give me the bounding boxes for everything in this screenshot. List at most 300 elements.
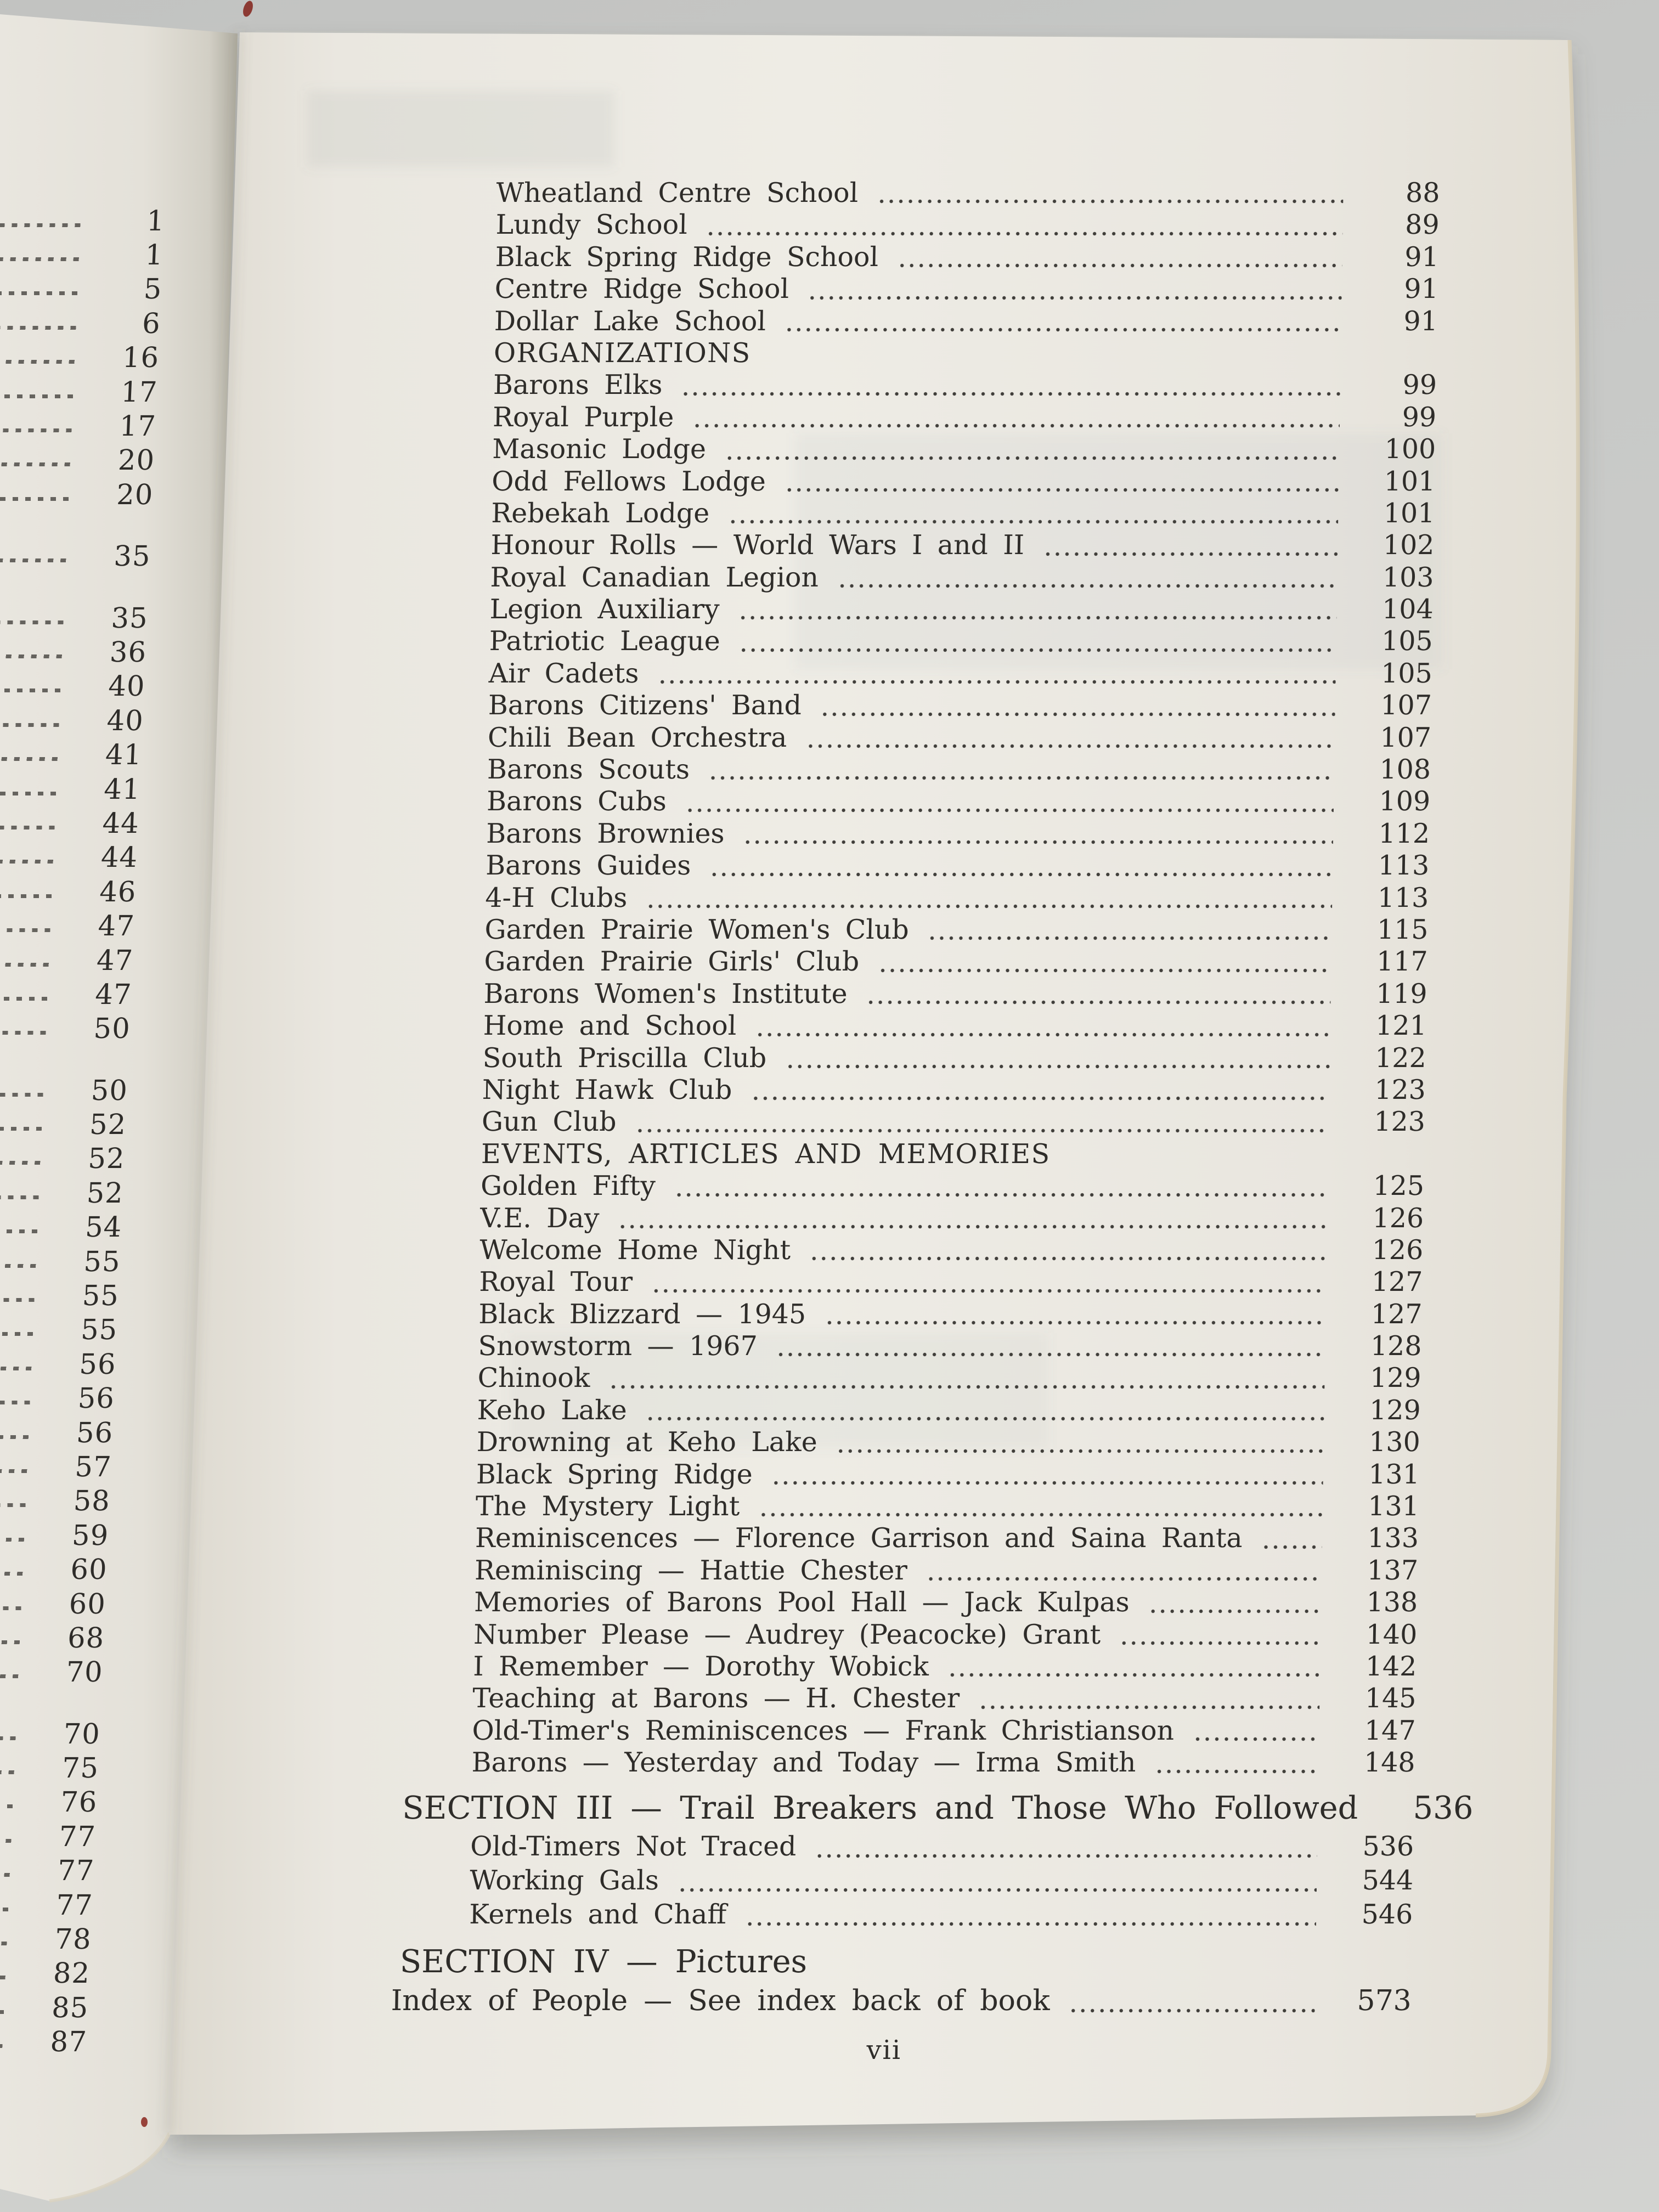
facing-page-number: 55 — [80, 1314, 119, 1347]
dot-leader — [751, 1096, 1329, 1101]
toc-entry-page-number: 103 — [1382, 561, 1434, 593]
toc-entry-page-number: 91 — [1403, 273, 1439, 305]
dot-leader — [657, 679, 1335, 685]
toc-entry-label: Drowning at Keho Lake — [476, 1426, 818, 1458]
toc-entry-label: Legion Auxiliary — [489, 594, 720, 625]
toc-entry — [223, 1106, 1425, 1138]
toc-entry-label: ORGANIZATIONS — [493, 337, 752, 369]
dot-leader-stub — [0, 2010, 5, 2014]
toc-entry-page-number: 91 — [1404, 241, 1440, 273]
dot-leader-stub — [0, 1674, 19, 1678]
toc-entry — [233, 498, 1435, 529]
facing-page-entry-fragment — [0, 1347, 117, 1381]
toc-entry — [216, 1587, 1418, 1618]
facing-page-entry-fragment — [0, 1279, 120, 1313]
toc-entry-page-number: 99 — [1402, 369, 1437, 401]
toc-entry-page-number: 107 — [1380, 690, 1432, 721]
toc-entry-label: Odd Fellows Lodge — [491, 465, 766, 497]
toc-entry-label: Working Gals — [469, 1864, 659, 1896]
facing-page-number: 47 — [97, 910, 136, 943]
facing-page-entry-fragment — [0, 1382, 115, 1416]
dot-leader-stub — [0, 1503, 27, 1507]
facing-page-number: 82 — [52, 1957, 91, 1990]
dot-leader-stub — [0, 558, 67, 562]
dot-leader-stub — [0, 757, 59, 761]
toc-entry — [236, 273, 1438, 305]
dot-leader-stub — [0, 223, 82, 227]
toc-entry-label: Barons Women's Institute — [483, 978, 848, 1009]
facing-page-number: 41 — [104, 739, 143, 772]
dot-leader — [651, 1288, 1326, 1294]
toc-entry — [220, 1330, 1422, 1362]
facing-page-entry-fragment — [0, 704, 144, 738]
toc-entry — [232, 594, 1434, 625]
facing-page-entry-fragment — [0, 2025, 88, 2059]
dot-leader — [805, 743, 1335, 749]
toc-entry-label: Royal Purple — [492, 401, 674, 433]
facing-page-number: 58 — [72, 1485, 111, 1518]
toc-entry — [219, 1362, 1421, 1394]
toc-entry — [217, 1522, 1419, 1554]
toc-entry-label: Barons Cubs — [486, 786, 667, 817]
facing-page-number: 85 — [51, 1991, 89, 2024]
dot-leader — [1043, 551, 1338, 557]
toc-entry-label: Reminiscences — Florence Garrison and Saina Ranta — [475, 1522, 1243, 1554]
toc-entry — [222, 1203, 1424, 1234]
facing-page-entry-fragment — [0, 409, 157, 443]
facing-page-entry-fragment — [0, 238, 164, 272]
toc-entry-label: Barons Elks — [493, 369, 663, 401]
facing-page-number: 36 — [109, 636, 148, 669]
dot-leader-stub — [0, 894, 53, 898]
dot-leader-stub — [0, 1264, 37, 1268]
toc-entry-page-number: 108 — [1379, 754, 1431, 786]
toc-entry — [214, 1715, 1416, 1747]
toc-entry — [216, 1619, 1418, 1651]
toc-entry — [223, 1170, 1425, 1202]
dot-leader-stub — [0, 2044, 3, 2048]
facing-page-entry-fragment — [0, 1485, 111, 1519]
toc-entry-label: Barons Guides — [485, 850, 691, 882]
toc-entry — [230, 658, 1432, 690]
toc-entry-page-number: 112 — [1378, 817, 1430, 849]
toc-entry — [211, 1898, 1413, 1932]
dot-leader — [837, 583, 1338, 589]
dot-leader-stub — [0, 792, 57, 795]
facing-page-entry-fragment — [0, 635, 147, 669]
facing-page-entry-fragment — [0, 273, 163, 307]
toc-entry-page-number: 142 — [1365, 1650, 1417, 1682]
dot-leader — [785, 327, 1341, 332]
dot-leader-stub — [0, 1031, 47, 1035]
dot-leader — [608, 1384, 1324, 1390]
toc-entry — [235, 402, 1437, 433]
toc-group-heading — [235, 337, 1437, 369]
facing-page-entry-fragment — [0, 307, 161, 341]
facing-page-entry-fragment — [0, 1313, 118, 1347]
facing-page-number: 17 — [120, 376, 159, 409]
facing-page-number: 56 — [77, 1383, 116, 1415]
dot-leader — [646, 1416, 1324, 1421]
toc-entry-page-number: 117 — [1376, 946, 1428, 978]
facing-page-entry-fragment — [0, 806, 140, 840]
facing-page-number: 70 — [63, 1718, 101, 1751]
facing-page-entry-fragment — [0, 1854, 95, 1888]
dot-leader — [728, 519, 1338, 524]
toc-entry — [222, 1234, 1424, 1266]
toc-entry-label: Gun Club — [481, 1106, 617, 1138]
toc-entry-page-number: 121 — [1375, 1010, 1427, 1042]
facing-page-number: 20 — [116, 478, 154, 511]
dot-leader-stub — [0, 1976, 7, 1979]
toc-entry-page-number: 123 — [1373, 1106, 1426, 1138]
dot-leader-stub — [0, 1538, 25, 1542]
dot-leader-stub — [0, 620, 65, 624]
toc-entry-page-number: 102 — [1383, 529, 1435, 561]
dot-leader-stub — [0, 1298, 36, 1302]
toc-entry — [215, 1651, 1417, 1683]
toc-entry-label: Reminiscing — Hattie Chester — [474, 1554, 908, 1586]
facing-page-number: 50 — [93, 1013, 131, 1046]
facing-page-number: 35 — [113, 540, 151, 573]
dot-leader — [1148, 1609, 1322, 1614]
toc-entry — [237, 241, 1439, 273]
facing-page-number: 1 — [144, 239, 165, 272]
toc-entry-page-number: 101 — [1383, 497, 1435, 529]
toc-entry — [215, 1683, 1417, 1714]
toc-entry-page-number: 145 — [1364, 1683, 1417, 1714]
toc-entry-page-number: 101 — [1384, 465, 1436, 497]
facing-page-number: 77 — [57, 1855, 95, 1888]
dot-leader — [878, 968, 1331, 973]
dot-leader — [743, 839, 1333, 845]
dot-leader-stub — [0, 1770, 15, 1774]
facing-page-entry-fragment — [0, 1108, 127, 1142]
dot-leader — [709, 872, 1333, 877]
facing-page-number: 5 — [143, 273, 163, 306]
toc-entry — [238, 177, 1440, 209]
toc-entry — [218, 1426, 1420, 1458]
facing-page-entry-fragment — [0, 1587, 106, 1621]
facing-page-entry-fragment — [0, 1142, 126, 1176]
toc-entry-page-number: 148 — [1363, 1747, 1416, 1779]
facing-page-entry-fragment — [0, 875, 137, 909]
facing-page-entry-fragment — [0, 738, 143, 772]
dot-leader-stub — [0, 1873, 11, 1877]
facing-page-number: 46 — [99, 876, 137, 909]
dot-leader — [1119, 1640, 1321, 1646]
toc-entry-page-number: 104 — [1381, 594, 1434, 625]
toc-entry-page-number: 140 — [1365, 1618, 1418, 1650]
toc-entry-page-number: 138 — [1366, 1587, 1418, 1618]
dot-leader-stub — [0, 428, 72, 432]
facing-page-entry-fragment — [0, 375, 159, 409]
dot-leader-stub — [0, 1572, 24, 1576]
toc-entry — [212, 1864, 1414, 1898]
facing-page-number: 60 — [70, 1554, 108, 1587]
toc-entry — [229, 722, 1431, 754]
facing-page-entry-fragment — [0, 540, 151, 574]
toc-entry — [210, 1983, 1412, 2018]
toc-entry — [230, 690, 1432, 721]
toc-entry-page-number: 105 — [1380, 657, 1433, 689]
toc-entry-page-number: 131 — [1367, 1491, 1420, 1522]
facing-page-number: 44 — [101, 807, 140, 840]
dot-leader-stub — [0, 826, 56, 830]
facing-page-entry-fragment — [0, 1553, 108, 1587]
toc-entry — [221, 1299, 1423, 1330]
toc-entry-page-number: 133 — [1367, 1522, 1419, 1554]
toc-entry-page-number: 544 — [1362, 1864, 1414, 1896]
toc-entry-page-number: 129 — [1369, 1394, 1421, 1426]
dot-leader-stub — [0, 1435, 30, 1439]
dot-leader — [738, 647, 1336, 653]
toc-entry-label: Chili Bean Orchestra — [487, 721, 788, 753]
toc-entry-label: SECTION IV — Pictures — [399, 1943, 808, 1980]
dot-leader — [776, 1352, 1325, 1357]
toc-entry — [219, 1395, 1421, 1426]
toc-entry-label: Home and School — [483, 1010, 737, 1042]
facing-page-number: 50 — [90, 1074, 129, 1107]
dot-leader — [978, 1705, 1319, 1710]
facing-page-entry-fragment — [0, 670, 146, 704]
dot-leader-stub — [0, 1161, 41, 1165]
toc-entry-label: 4-H Clubs — [484, 882, 628, 913]
facing-page-entry-fragment — [0, 1957, 91, 1991]
dot-leader-stub — [0, 462, 71, 466]
toc-entry-label: Barons Scouts — [487, 754, 690, 786]
toc-entry — [217, 1491, 1419, 1522]
facing-page-entry-fragment — [0, 1012, 131, 1046]
facing-page-entry-fragment — [0, 1820, 97, 1854]
dot-leader — [866, 1000, 1330, 1005]
dot-leader-stub — [0, 654, 63, 658]
facing-page-number: 77 — [55, 1889, 94, 1922]
facing-page-entry-fragment — [0, 1888, 94, 1922]
toc-entry-page-number: 573 — [1357, 1984, 1412, 2017]
toc-entry-label: Air Cadets — [488, 657, 639, 689]
toc-entry-label: Royal Tour — [478, 1266, 633, 1298]
toc-entry-label: Patriotic League — [489, 625, 721, 657]
facing-page-entry-fragment — [0, 1416, 114, 1450]
facing-page-number: 40 — [108, 670, 146, 703]
toc-entry — [228, 850, 1430, 882]
facing-page-number: 56 — [75, 1417, 114, 1449]
facing-page-entry-fragment — [0, 1245, 121, 1279]
dot-leader-stub — [0, 860, 54, 864]
toc-entry-label: Garden Prairie Girls' Club — [484, 946, 860, 978]
facing-page-number: 55 — [81, 1280, 120, 1313]
dot-leader — [836, 1448, 1323, 1454]
dot-leader-stub — [0, 1736, 17, 1740]
show-through-ghost — [307, 91, 614, 167]
dot-leader-stub — [0, 1942, 8, 1945]
dot-leader-stub — [0, 1839, 13, 1843]
facing-page-entry-fragment — [0, 601, 149, 635]
dot-leader — [708, 775, 1334, 781]
facing-page-entry-fragment — [0, 841, 138, 875]
dot-leader — [685, 808, 1334, 813]
toc-entry-label: Barons Brownies — [486, 817, 725, 849]
facing-page-entry-fragment — [0, 1922, 92, 1956]
facing-page-entry-fragment — [0, 204, 166, 238]
facing-page-number: 59 — [71, 1519, 110, 1552]
facing-page-number: 75 — [61, 1752, 100, 1785]
dot-leader-stub — [0, 394, 74, 398]
page-folio: vii — [866, 2034, 902, 2066]
toc-entry-page-number: 536 — [1413, 1789, 1474, 1826]
dot-leader-stub — [0, 291, 78, 295]
toc-entry-page-number: 89 — [1404, 209, 1440, 241]
facing-page-number: 1 — [145, 205, 166, 238]
dot-leader — [758, 1512, 1323, 1517]
facing-page-number: 70 — [65, 1656, 104, 1689]
toc-entry-label: Black Spring Ridge School — [495, 241, 879, 273]
facing-page-number: 54 — [84, 1211, 123, 1244]
toc-entry-page-number: 122 — [1374, 1042, 1427, 1074]
toc-entry-label: The Mystery Light — [475, 1491, 740, 1522]
dot-leader — [738, 615, 1336, 620]
toc-entry — [217, 1555, 1419, 1587]
facing-page-entry-fragment — [0, 478, 154, 512]
toc-entry — [233, 529, 1435, 561]
dot-leader — [825, 1320, 1325, 1325]
facing-page-entry-fragment — [0, 1519, 109, 1553]
dot-leader-stub — [0, 928, 52, 932]
facing-page-number: 47 — [95, 944, 134, 977]
toc-entry-page-number: 127 — [1371, 1266, 1423, 1298]
dot-leader — [745, 1921, 1316, 1927]
facing-page-entry-fragment — [0, 444, 155, 478]
dot-leader — [692, 423, 1340, 428]
toc-entry-label: South Priscilla Club — [482, 1042, 767, 1074]
toc-entry-page-number: 107 — [1379, 721, 1432, 753]
toc-entry-label: Barons — Yesterday and Today — Irma Smith — [471, 1747, 1137, 1779]
dot-leader — [678, 1887, 1317, 1893]
facing-page-number: 78 — [54, 1923, 92, 1956]
dot-leader — [927, 935, 1331, 941]
toc-entry-label: Dollar Lake School — [494, 305, 766, 337]
facing-page-entry-fragment — [0, 1717, 101, 1751]
toc-entry — [234, 433, 1436, 465]
dot-leader-stub — [0, 1606, 22, 1610]
dot-leader — [897, 263, 1342, 268]
facing-page-number: 56 — [78, 1348, 117, 1381]
toc-entry-page-number: 128 — [1370, 1330, 1422, 1362]
toc-entry — [229, 786, 1431, 817]
facing-page-number: 40 — [106, 704, 144, 737]
toc-group-heading — [223, 1138, 1425, 1170]
facing-page-number: 76 — [60, 1786, 98, 1819]
toc-entry — [227, 882, 1429, 914]
toc-entry — [231, 625, 1433, 657]
facing-page-number: 16 — [121, 342, 160, 375]
dot-leader-stub — [0, 360, 76, 364]
facing-page-entry-fragment — [0, 1751, 99, 1785]
facing-page-number: 52 — [89, 1109, 127, 1142]
toc-entry-label: Rebekah Lodge — [490, 497, 710, 529]
facing-page-number: 68 — [66, 1622, 105, 1655]
facing-page-number: 87 — [49, 2026, 88, 2059]
red-binding-speck-bottom — [141, 2117, 148, 2127]
dot-leader-stub — [0, 1804, 14, 1808]
toc-entry — [224, 1074, 1426, 1106]
dot-leader — [785, 1064, 1330, 1069]
toc-entry-label: SECTION III — Trail Breakers and Those Who Followed — [402, 1789, 1359, 1826]
toc-entry-page-number: 109 — [1379, 786, 1431, 817]
toc-entry-label: Kernels and Chaff — [469, 1898, 727, 1930]
dot-leader — [1193, 1736, 1319, 1742]
toc-entry-page-number: 99 — [1402, 401, 1437, 433]
facing-page-entry-fragment — [0, 944, 134, 978]
facing-page-entry-fragment — [0, 1074, 128, 1108]
toc-entry-page-number: 129 — [1369, 1362, 1422, 1394]
facing-page-number: 52 — [86, 1177, 125, 1210]
dot-leader — [877, 199, 1343, 204]
toc-entry-label: Old-Timers Not Traced — [470, 1830, 797, 1862]
toc-entry — [228, 818, 1430, 850]
dot-leader-stub — [0, 1127, 43, 1131]
facing-page-number: 57 — [74, 1451, 112, 1483]
toc-entry — [236, 306, 1438, 337]
toc-entry-label: V.E. Day — [479, 1202, 600, 1234]
dot-leader-stub — [0, 1640, 21, 1644]
dot-leader — [785, 487, 1339, 493]
toc-entry-label: Chinook — [477, 1362, 591, 1394]
toc-entry-page-number: 126 — [1372, 1202, 1424, 1234]
dot-leader — [674, 1192, 1328, 1198]
dot-leader-stub — [0, 997, 48, 1001]
facing-page-entry-fragment — [0, 1211, 123, 1245]
facing-page-number: 35 — [110, 602, 149, 635]
facing-page-entry-fragment — [0, 772, 142, 806]
facing-page-entry-fragment — [0, 1621, 105, 1655]
dot-leader — [809, 1256, 1327, 1261]
toc-entry — [235, 369, 1437, 401]
facing-page-number: 47 — [94, 978, 133, 1011]
toc-entry-page-number: 119 — [1375, 978, 1428, 1009]
facing-page-entry-fragment — [0, 909, 136, 943]
dot-leader-stub — [0, 1093, 44, 1097]
dot-leader — [815, 1853, 1317, 1859]
dot-leader-stub — [0, 723, 60, 727]
toc-entry-label: Centre Ridge School — [494, 273, 789, 305]
toc-entry-label: Welcome Home Night — [479, 1234, 791, 1266]
toc-entry-page-number: 126 — [1372, 1234, 1424, 1266]
toc-entry — [225, 1010, 1427, 1042]
toc-entry — [221, 1266, 1423, 1298]
dot-leader — [646, 904, 1332, 909]
dot-leader-stub — [0, 1229, 38, 1233]
toc-entry-page-number: 100 — [1384, 433, 1436, 465]
toc-entry-label: Memories of Barons Pool Hall — Jack Kulpas — [473, 1587, 1130, 1618]
toc-entry-page-number: 123 — [1374, 1074, 1426, 1105]
facing-page-number: 55 — [83, 1245, 121, 1278]
toc-entry-page-number: 130 — [1368, 1426, 1421, 1458]
red-binding-speck-top — [241, 0, 255, 18]
toc-entry — [218, 1459, 1420, 1491]
toc-entry-label: Garden Prairie Women's Club — [484, 913, 910, 945]
facing-page-entry-fragment — [0, 978, 133, 1012]
toc-entry — [213, 1787, 1474, 1830]
dot-leader — [706, 231, 1343, 236]
facing-page-number: 52 — [87, 1143, 126, 1176]
toc-entry-page-number: 105 — [1381, 625, 1434, 657]
toc-entry-page-number: 131 — [1368, 1458, 1420, 1490]
toc-entry-label: Masonic Lodge — [492, 433, 707, 465]
toc-list — [209, 177, 1474, 2066]
toc-entry-label: Royal Canadian Legion — [490, 561, 819, 593]
